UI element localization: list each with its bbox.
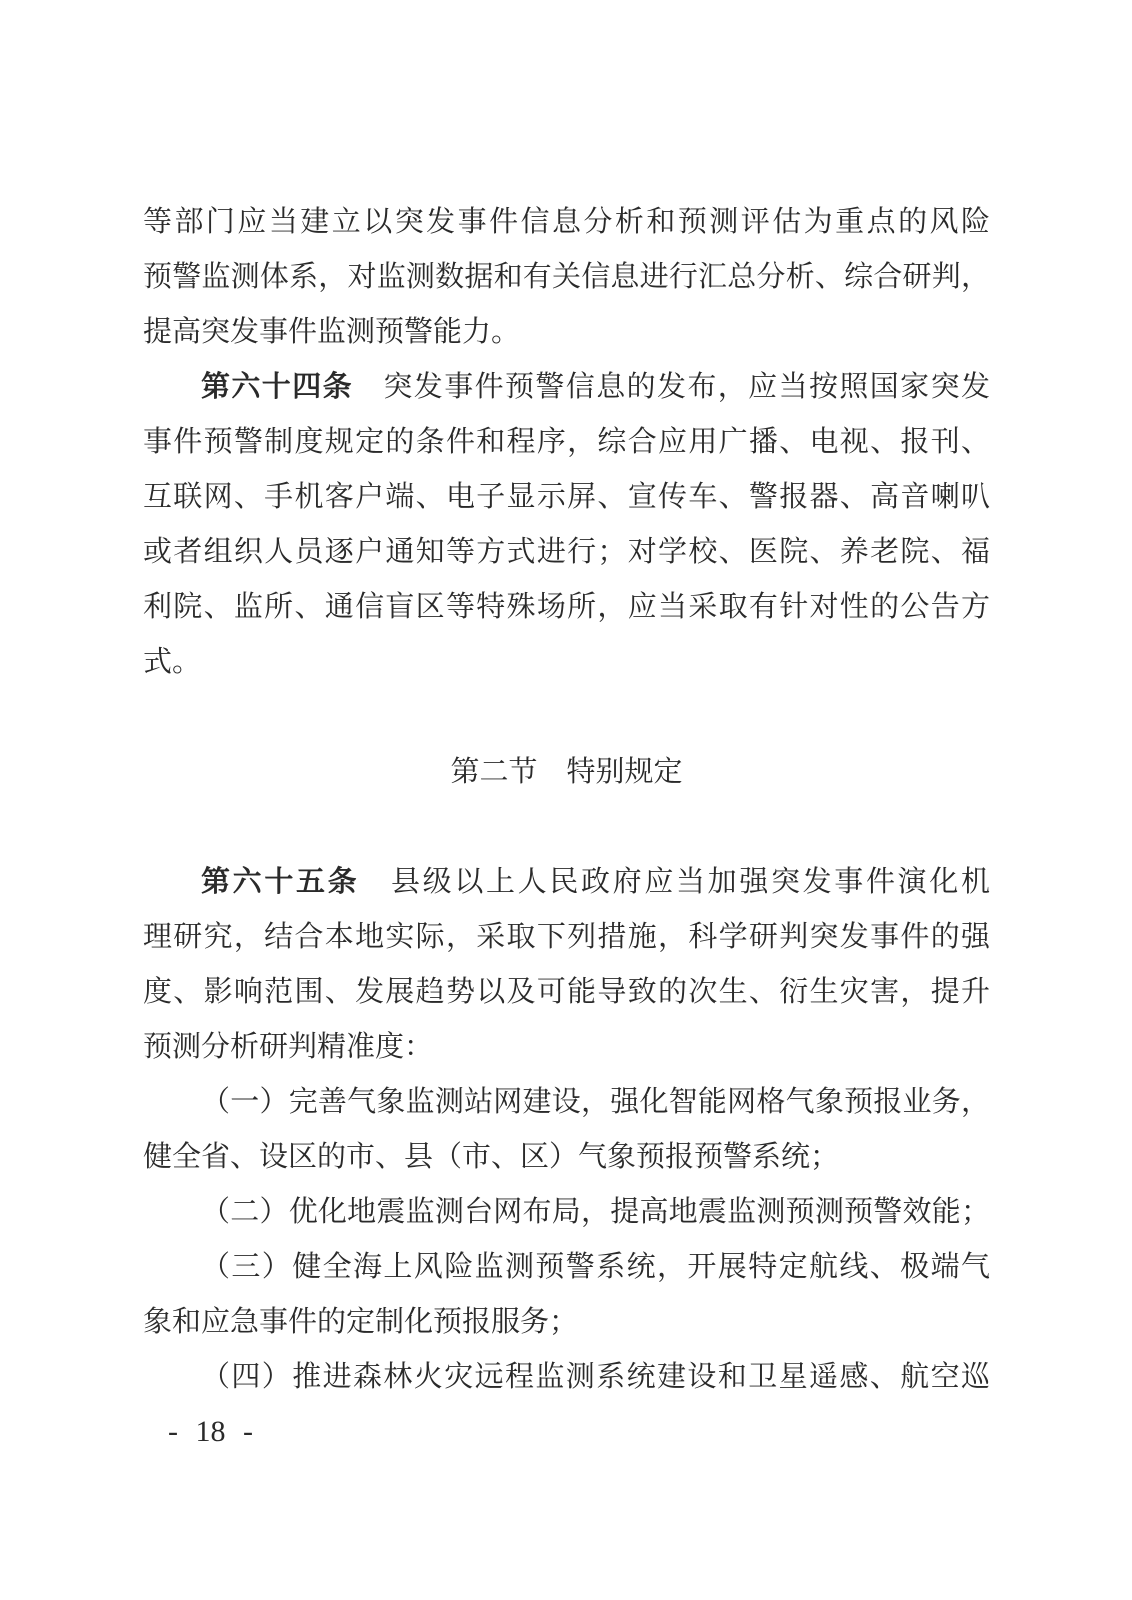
text-line: 或者组织人员逐户通知等方式进行；对学校、医院、养老院、福 (143, 536, 990, 568)
page-number: - 18 - (168, 1415, 253, 1448)
text-line: 事件预警制度规定的条件和程序，综合应用广播、电视、报刊、 (143, 426, 990, 458)
text-line: （二）优化地震监测台网布局，提高地震监测预测预警效能； (201, 1196, 990, 1228)
article-number: 第六十四条 (201, 371, 353, 403)
text-line: 象和应急事件的定制化预报服务； (143, 1306, 579, 1338)
text-line: 等部门应当建立以突发事件信息分析和预测评估为重点的风险 (143, 206, 990, 238)
text-line: 利院、监所、通信盲区等特殊场所，应当采取有针对性的公告方 (143, 591, 990, 623)
article-number: 第六十五条 (201, 866, 360, 898)
text-line: 第六十五条 县级以上人民政府应当加强突发事件演化机 (201, 866, 990, 898)
text-line: 度、影响范围、发展趋势以及可能导致的次生、衍生灾害，提升 (143, 976, 990, 1008)
blank-line (143, 690, 990, 745)
text-line: 互联网、手机客户端、电子显示屏、宣传车、警报器、高音喇叭 (143, 481, 990, 513)
blank-line (143, 800, 990, 855)
text-line: 第六十四条 突发事件预警信息的发布，应当按照国家突发 (201, 371, 990, 403)
text-block (143, 195, 990, 1405)
text-line: 预测分析研判精准度： (143, 1031, 434, 1063)
text-line: 理研究，结合本地实际，采取下列措施，科学研判突发事件的强 (143, 921, 990, 953)
text-line: （一）完善气象监测站网建设，强化智能网格气象预报业务， (201, 1086, 990, 1118)
text-line: 提高突发事件监测预警能力。 (143, 316, 521, 348)
text-line: 预警监测体系，对监测数据和有关信息进行汇总分析、综合研判， (143, 261, 990, 293)
text-line: 健全省、设区的市、县（市、区）气象预报预警系统； (143, 1141, 840, 1173)
text-line: （四）推进森林火灾远程监测系统建设和卫星遥感、航空巡 (201, 1361, 990, 1393)
text-line: （三）健全海上风险监测预警系统，开展特定航线、极端气 (201, 1251, 990, 1283)
text-line: 式。 (143, 646, 202, 678)
section-heading: 第二节 特别规定 (450, 756, 683, 788)
